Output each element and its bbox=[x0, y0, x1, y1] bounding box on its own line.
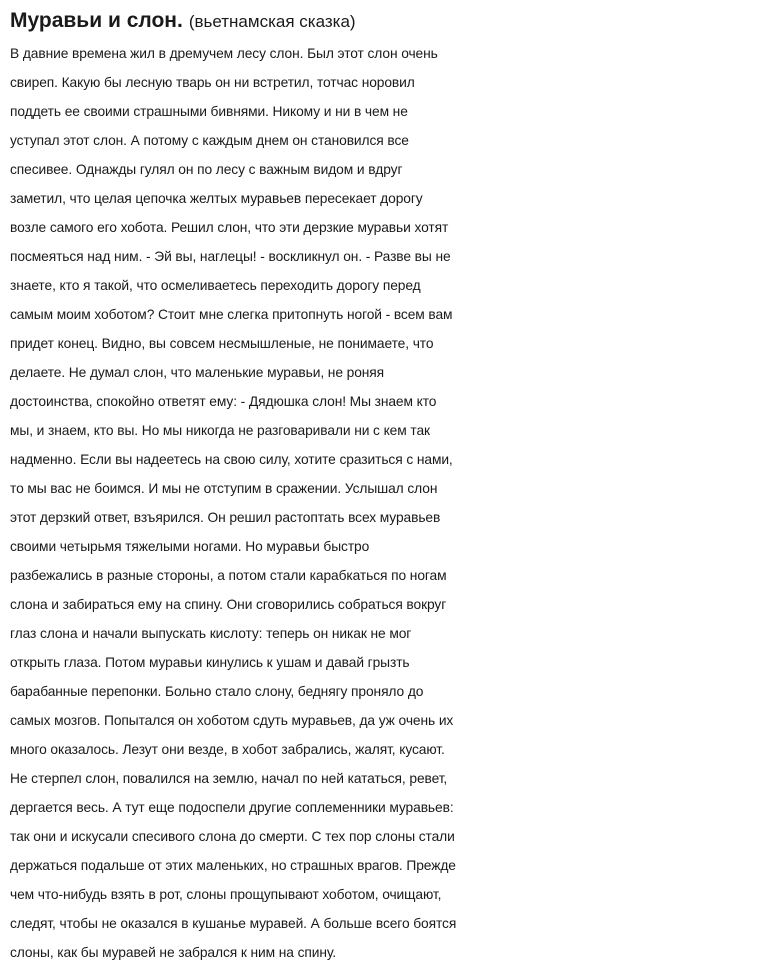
title-row bbox=[10, 4, 762, 37]
text-line: посмеяться над ним. - Эй вы, наглецы! - воскликнул он. - Разве вы не bbox=[10, 249, 451, 264]
text-line: дергается весь. А тут еще подоспели другие соплеменники муравьев: bbox=[10, 800, 454, 815]
document-page bbox=[10, 4, 762, 967]
text-line: поддеть ее своими страшными бивнями. Никому и ни в чем не bbox=[10, 104, 408, 119]
text-line: глаз слона и начали выпускать кислоту: теперь он никак не мог bbox=[10, 626, 412, 641]
text-line: уступал этот слон. А потому с каждым днем он становился все bbox=[10, 133, 409, 148]
text-line: делаете. Не думал слон, что маленькие муравьи, не роняя bbox=[10, 365, 385, 380]
text-line: много оказалось. Лезут они везде, в хобот забрались, жалят, кусают. bbox=[10, 742, 445, 757]
text-line: достоинства, спокойно ответят ему: - Дядюшка слон! Мы знаем кто bbox=[10, 394, 437, 409]
text-line: этот дерзкий ответ, взъярился. Он решил растоптать всех муравьев bbox=[10, 510, 441, 525]
text-line: своими четырьмя тяжелыми ногами. Но муравьи быстро bbox=[10, 539, 370, 554]
text-line: самых мозгов. Попытался он хоботом сдуть муравьев, да уж очень их bbox=[10, 713, 454, 728]
text-line: возле самого его хобота. Решил слон, что эти дерзкие муравьи хотят bbox=[10, 220, 449, 235]
text-line: разбежались в разные стороны, а потом стали карабкаться по ногам bbox=[10, 568, 447, 583]
text-line: то мы вас не боимся. И мы не отступим в сражении. Услышал слон bbox=[10, 481, 438, 496]
text-line: спесивее. Однажды гулял он по лесу с важным видом и вдруг bbox=[10, 162, 403, 177]
text-line: открыть глаза. Потом муравьи кинулись к ушам и давай грызть bbox=[10, 655, 410, 670]
text-line: так они и искусали спесивого слона до смерти. С тех пор слоны стали bbox=[10, 829, 455, 844]
text-line: заметил, что целая цепочка желтых муравьев пересекает дорогу bbox=[10, 191, 423, 206]
text-line: слоны, как бы муравей не забрался к ним на спину. bbox=[10, 945, 337, 960]
story-body bbox=[10, 39, 762, 967]
text-line: В давние времена жил в дремучем лесу слон. Был этот слон очень bbox=[10, 46, 438, 61]
story-subtitle: (вьетнамская сказка) bbox=[188, 12, 356, 31]
text-line: придет конец. Видно, вы совсем несмышленые, не понимаете, что bbox=[10, 336, 434, 351]
text-line: надменно. Если вы надеетесь на свою силу, хотите сразиться с нами, bbox=[10, 452, 453, 467]
text-line: барабанные перепонки. Больно стало слону, беднягу проняло до bbox=[10, 684, 424, 699]
text-line: мы, и знаем, кто вы. Но мы никогда не разговаривали ни с кем так bbox=[10, 423, 430, 438]
story-title: Муравьи и слон. bbox=[10, 9, 183, 32]
text-line: самым моим хоботом? Стоит мне слегка притопнуть ногой - всем вам bbox=[10, 307, 453, 322]
text-line: свиреп. Какую бы лесную тварь он ни встретил, тотчас норовил bbox=[10, 75, 415, 90]
text-line: держаться подальше от этих маленьких, но страшных врагов. Прежде bbox=[10, 858, 456, 873]
text-line: слона и забираться ему на спину. Они сговорились собраться вокруг bbox=[10, 597, 447, 612]
text-line: следят, чтобы не оказался в кушанье муравей. А больше всего боятся bbox=[10, 916, 457, 931]
text-line: знаете, кто я такой, что осмеливаетесь переходить дорогу перед bbox=[10, 278, 421, 293]
text-line: Не стерпел слон, повалился на землю, начал по ней кататься, ревет, bbox=[10, 771, 448, 786]
text-line: чем что-нибудь взять в рот, слоны прощупывают хоботом, очищают, bbox=[10, 887, 442, 902]
